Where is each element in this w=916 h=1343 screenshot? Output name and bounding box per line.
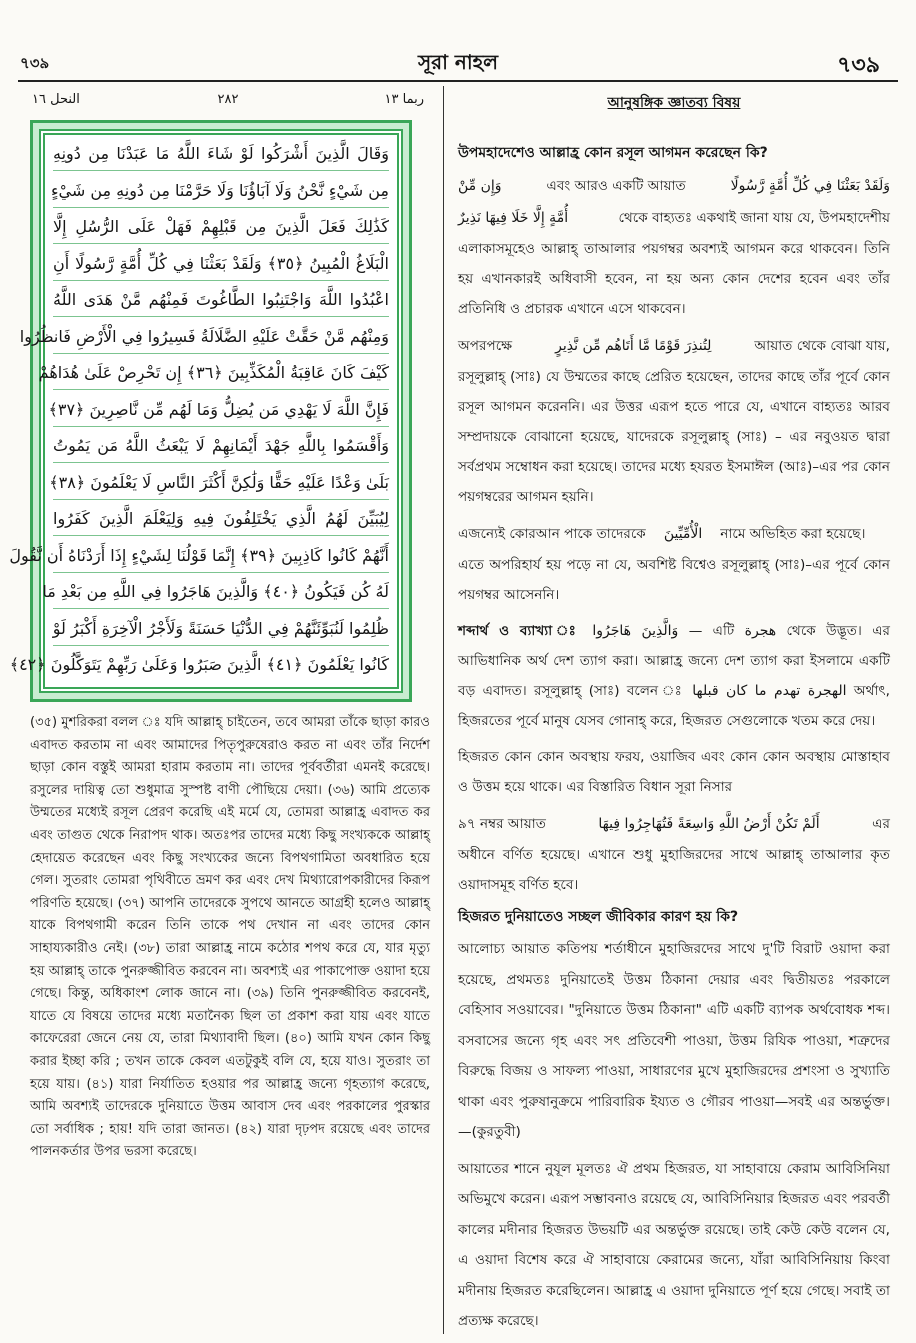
ayah-line: مِن شَيْءٍ نَّحْنُ وَلَا آبَاؤُنَا وَلَا حَرَّمْنَا مِن دُونِهِ مِن شَيْءٍ — [53, 178, 389, 208]
inline-text: আয়াত থেকে বোঝা যায়, — [754, 338, 890, 354]
paragraph: এতে অপরিহার্য হয় পড়ে না যে, অবশিষ্ট বিশ্বেও রসূলুল্লাহ্ (সাঃ)–এর পূর্বে কোন পয়গম্বর আসেননি। — [458, 557, 890, 603]
paragraph-line — [458, 518, 890, 550]
verse-reference-line — [458, 330, 890, 362]
verse-reference-line — [458, 170, 890, 202]
quran-text-frame — [9, 120, 412, 702]
surah-name-arabic: النحل ١٦ — [32, 92, 80, 107]
quran-subheader — [26, 92, 430, 114]
arabic-quote: لِتُنذِرَ قَوْمًا مَّا أَتَاهُم مِّن نَّذِيرٍ — [555, 338, 712, 354]
paragraph: রসূলুল্লাহ্ (সাঃ) যে উম্মতের কাছে প্রেরিত হয়েছেন, তাদের কাছে তাঁর পূর্বে কোন রসূল আগমন করেননি। এর উত্তর এরূপ হতে পারে যে, এখানে বাহ্যতঃ আরব সম্প্রদায়কে বোঝানো হয়েছে, যাদেরকে রসূলুল্লাহ্ (সাঃ) – এর নবুওয়ত দ্বারা সর্বপ্রথম সম্বোধন করা হয়েছে। তাদের মধ্যে হযরত ইসমাঈল (আঃ)–এর পর কোন পয়গম্বরের আগমন হয়নি। — [458, 369, 890, 505]
header-rule — [18, 80, 898, 82]
ayah-line: فَإِنَّ اللَّهَ لَا يَهْدِي مَن يُضِلُّ وَمَا لَهُم مِّن نَّاصِرِينَ ﴿٣٧﴾ — [53, 397, 389, 427]
ayah-line: اعْبُدُوا اللَّهَ وَاجْتَنِبُوا الطَّاغُوتَ فَمِنْهُم مَّنْ هَدَى اللَّهُ — [53, 287, 389, 317]
ayah-line: وَمِنْهُم مَّنْ حَقَّتْ عَلَيْهِ الضَّلَالَةُ فَسِيرُوا فِي الْأَرْضِ فَانظُرُوا — [53, 324, 389, 354]
arabic-quote: وَإِن مِّنْ — [458, 178, 502, 194]
page-header — [0, 0, 916, 84]
ayah-line: ظُلِمُوا لَنُبَوِّئَنَّهُمْ فِي الدُّنْيَا حَسَنَةً وَلَأَجْرُ الْآخِرَةِ أَكْبَرُ لَوْ — [53, 616, 389, 646]
inline-text: নামে অভিহিত করা হয়েছে। — [720, 526, 866, 542]
paragraph: আলোচ্য আয়াত কতিপয় শর্তাধীনে মুহাজিরদের সাথে দু'টি বিরাট ওয়াদা করা হয়েছে, প্রথমতঃ দুনিয়াতেই উত্তম ঠিকানা দেয়ার এবং দ্বিতীয়তঃ পরকালে বেহিসাব সওয়াবের। "দুনিয়াতে উত্তম ঠিকানা" এটি একটি ব্যাপক অর্থবোধক শব্দ। বসবাসের জন্যে গৃহ এবং সৎ প্রতিবেশী পাওয়া, উত্তম রিযিক পাওয়া, শত্রুদের বিরুদ্ধে বিজয় ও সাফল্য পাওয়া, সাধারণের মুখে মুহাজিরদের প্রশংসা ও সুখ্যাতি থাকা এবং পুরুষানুক্রমে পারিবারিক ইয্যত ও গৌরব পাওয়া—সবই এর অন্তর্ভুক্ত।—(কুরতুবী) — [458, 941, 890, 1140]
inline-text: এবং আরও একটি আয়াত — [546, 178, 686, 194]
inline-text: এর — [872, 816, 890, 832]
arabic-quote: أَلَمْ تَكُنْ أَرْضُ اللَّهِ وَاسِعَةً فَتُهَاجِرُوا فِيهَا — [598, 816, 820, 832]
ayah-line: لِيُبَيِّنَ لَهُمُ الَّذِي يَخْتَلِفُونَ فِيهِ وَلِيَعْلَمَ الَّذِينَ كَفَرُوا — [53, 506, 389, 536]
verse-reference-line — [458, 808, 890, 840]
arabic-hadith: الهجرة تهدم ما كان قبلها — [692, 683, 847, 699]
ayah-line: كَيْفَ كَانَ عَاقِبَةُ الْمُكَذِّبِينَ ﴿٣٦﴾ إِن تَحْرِصْ عَلَىٰ هُدَاهُمْ — [53, 360, 389, 390]
commentary-title: আনুষঙ্গিক জ্ঞাতব্য বিষয় — [607, 95, 741, 111]
paragraph: হিজরত কোন কোন অবস্থায় ফরয, ওয়াজিব এবং কোন কোন অবস্থায় মোস্তাহাব ও উত্তম হয়ে থাকে। এর বিস্তারিত বিধান সূরা নিসার — [458, 749, 890, 795]
surah-title: সূরা নাহল — [417, 50, 499, 74]
ayah-line: كَانُوا يَعْلَمُونَ ﴿٤١﴾ الَّذِينَ صَبَرُوا وَعَلَىٰ رَبِّهِمْ يَتَوَكَّلُونَ ﴿٤٢﴾ — [9, 655, 389, 674]
inline-text: এজন্যেই কোরআন পাকে তাদেরকে — [458, 526, 646, 542]
quran-text-panel — [9, 129, 403, 693]
ayah-line: بَلَىٰ وَعْدًا عَلَيْهِ حَقًّا وَلَٰكِنَّ أَكْثَرَ النَّاسِ لَا يَعْلَمُونَ ﴿٣٨﴾ — [53, 470, 389, 500]
word-meaning-label: শব্দার্থ ও ব্যাখ্যা ঃ — [458, 623, 582, 639]
inline-text: থেকে উদ্ভূত। এর আভিধানিক অর্থ দেশ ত্যাগ করা। আল্লাহ্র জন্যে দেশ ত্যাগ করা ইসলামে একটি বড় এবাদত। রসূলুল্লাহ্ (সাঃ) বলেন ঃ — [458, 623, 891, 699]
inline-dash: — — [688, 623, 703, 639]
paragraph: এলাকাসমূহেও আল্লাহ্ তাআলার পয়গম্বর অবশ্যই আগমন করে থাকবেন। তিনি হয় এখানকারই অধিবাসী হবেন, না হয় অন্য কোন দেশের হবেন এবং তাঁর প্রতিনিধি ও প্রচারক এখানে এসে থাকবেন। — [458, 241, 890, 317]
page-number-left: ৭৩৯ — [20, 54, 50, 72]
bengali-translation: (৩৫) মুশরিকরা বলল ঃ যদি আল্লাহ্ চাইতেন, তবে আমরা তাঁকে ছাড়া কারও এবাদত করতাম না এবং আমাদের পিতৃপুরুষেরাও করত না এবং তাঁর নির্দেশ ছাড়া কোন বস্তুই আমরা হারাম করতাম না। তাদের পূর্ববর্তীরা এমনই করেছে। রসুলের দায়িত্ব তো শুধুমাত্র সুস্পষ্ট বাণী পৌছিয়ে দেয়া। (৩৬) আমি প্রত্যেক উম্মতের মধ্যেই রসূল প্রেরণ করেছি এই মর্মে যে, তোমরা আল্লাহ্র এবাদত কর এবং তাগুত থেকে নিরাপদ থাক। অতঃপর তাদের মধ্যে কিছু সংখ্যককে আল্লাহ্ হেদায়েত করেছেন এবং কিছু সংখ্যকের জন্যে বিপথগামিতা অবধারিত হয়ে গেল। সুতরাং তোমরা পৃথিবীতে ভ্রমণ কর এবং দেখ মিথ্যারোপকারীদের কিরূপ পরিণতি হয়েছে। (৩৭) আপনি তাদেরকে সুপথে আনতে আগ্রহী হলেও আল্লাহ্ যাকে বিপথগামী করেন তিনি তাকে পথ দেখান না এবং তাদের কোন সাহায্যকারীও নেই। (৩৮) তারা আল্লাহ্র নামে কঠোর শপথ করে যে, যার মৃত্যু হয় আল্লাহ্ তাকে পুনরুজ্জীবিত করবেন না। অবশ্যই এর পাকাপোক্ত ওয়াদা হয়ে গেছে। কিন্তু, অধিকাংশ লোক জানে না। (৩৯) তিনি পুনরুজ্জীবিত করবেনই, যাতে যে বিষয়ে তাদের মধ্যে মতানৈক্য ছিল তা প্রকাশ করা যায় এবং যাতে কাফেরেরা জেনে নেয় যে, তারা মিথ্যাবাদী ছিল। (৪০) আমি যখন কোন কিছু করার ইচ্ছা করি ; তখন তাকে কেবল এতটুকুই বলি যে, হয়ে যাও। সুতরাং তা হয়ে যায়। (৪১) যারা নির্যাতিত হওয়ার পর আল্লাহ্র জন্যে গৃহত্যাগ করেছে, আমি অবশ্যই তাদেরকে দুনিয়াতে উত্তম আবাস দেব এবং পরকালের পুরস্কার তো সর্বাধিক ; হায়! যদি তারা জানত। (৪২) যারা দৃঢ়পদ রয়েছে এবং তাদের পালনকর্তার উপর ভরসা করেছে। — [30, 715, 430, 1160]
ayah-line: الْبَلَاغُ الْمُبِينُ ﴿٣٥﴾ وَلَقَدْ بَعَثْنَا فِي كُلِّ أُمَّةٍ رَّسُولًا أَنِ — [53, 251, 389, 281]
section-heading-rasul: উপমহাদেশেও আল্লাহ্র কোন রসূল আগমন করেছেন কি? — [458, 145, 768, 161]
inline-text: অপরপক্ষে — [458, 338, 513, 354]
column-divider — [443, 86, 444, 1334]
ayah-line: لَهُ كُن فَيَكُونُ ﴿٤٠﴾ وَالَّذِينَ هَاجَرُوا فِي اللَّهِ مِن بَعْدِ مَا — [53, 579, 389, 609]
section-heading-hijrat: হিজরত দুনিয়াতেও সচ্ছল জীবিকার কারণ হয় কি? — [458, 909, 739, 925]
paragraph: অধীনে বর্ণিত হয়েছে। এখানে শুধু মুহাজিরদের সাথে আল্লাহ্ তাআলার কৃত ওয়াদাসমূহ বর্ণিত হবে। — [458, 847, 890, 893]
ayah-line: وَأَقْسَمُوا بِاللَّهِ جَهْدَ أَيْمَانِهِمْ لَا يَبْعَثُ اللَّهُ مَن يَمُوتُ — [53, 433, 389, 463]
arabic-quote: أُمَّةٍ إِلَّا خَلَا فِيهَا نَذِيرٌ — [458, 210, 569, 226]
verse-reference-line — [458, 202, 890, 234]
arabic-quote: هجرة — [744, 623, 777, 639]
paragraph: আয়াতের শানে নুযূল মূলতঃ ঐ প্রথম হিজরত, যা সাহাবায়ে কেরাম আবিসিনিয়া অভিমুখে করেন। এরূপ সম্ভাবনাও রয়েছে যে, আবিসিনিয়ার হিজরত এবং পরবর্তী কালের মদীনার হিজরত উভয়টি এর অন্তর্ভুক্ত রয়েছে। তাই কেউ কেউ বলেন যে, এ ওয়াদা বিশেষ করে ঐ সাহাবায়ে কেরামের জন্যে, যাঁরা আবিসিনিয়ায় কিংবা মদীনায় হিজরত করেছিলেন। আল্লাহ্র এ ওয়াদা দুনিয়াতে পূর্ণ হয়ে গেছে। সবাই তা প্রত্যক্ষ করেছে। — [458, 1160, 890, 1329]
mushaf-page-number: ٢٨٢ — [217, 92, 239, 107]
commentary-column — [458, 92, 890, 1343]
word-meaning-paragraph — [458, 616, 890, 736]
inline-text: ৯৭ নম্বর আয়াত — [458, 816, 546, 832]
inline-text: থেকে বাহ্যতঃ একথাই জানা যায় যে, উপমহাদেশীয় — [618, 210, 890, 226]
inline-text: অর্থাৎ, হিজরতের পূর্বে মানুষ যেসব গোনাহ্ করে, হিজরত সেগুলোকে খতম করে দেয়। — [458, 683, 890, 729]
arabic-quote: وَالَّذِينَ هَاجَرُوا — [592, 623, 679, 639]
juz-marker: ربما ١٣ — [384, 92, 424, 107]
page-number-right: ৭৩৯ — [837, 53, 880, 78]
arabic-quote: وَلَقَدْ بَعَثْنَا فِي كُلِّ أُمَّةٍ رَّسُولًا — [730, 178, 890, 194]
ayah-line: كَذَٰلِكَ فَعَلَ الَّذِينَ مِن قَبْلِهِمْ فَهَلْ عَلَى الرُّسُلِ إِلَّا — [53, 214, 389, 244]
ayah-line: أَنَّهُمْ كَانُوا كَاذِبِينَ ﴿٣٩﴾ إِنَّمَا قَوْلُنَا لِشَيْءٍ إِذَا أَرَدْنَاهُ أَن نَّقُولَ — [53, 543, 389, 573]
arabic-quote: الْأُمِّيِّينَ — [663, 526, 703, 542]
inline-text: এটি — [712, 623, 735, 639]
ayah-line: وَقَالَ الَّذِينَ أَشْرَكُوا لَوْ شَاءَ اللَّهُ مَا عَبَدْنَا مِن دُونِهِ — [53, 141, 389, 171]
